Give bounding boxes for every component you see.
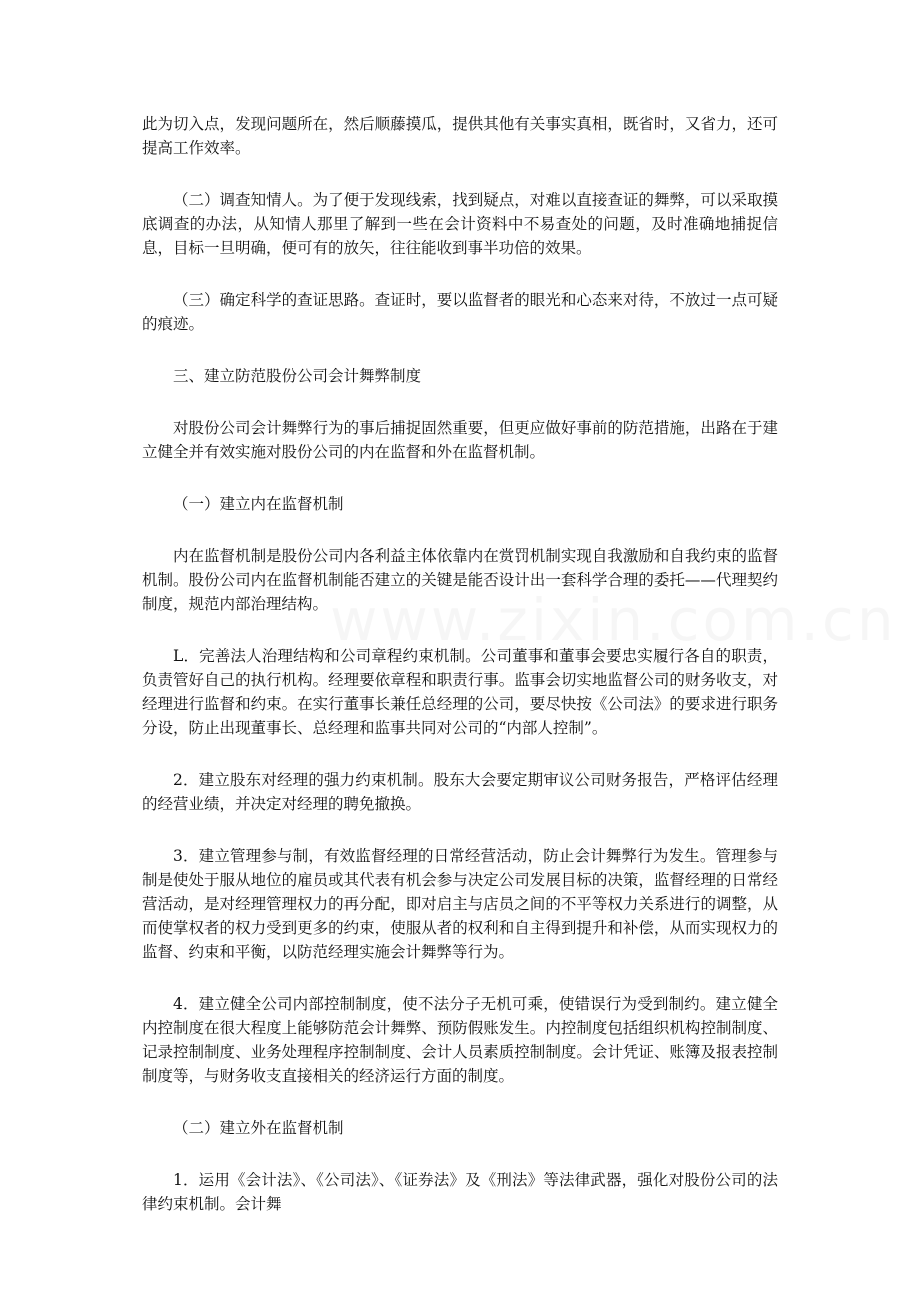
paragraph-item-1-governance: L．完善法人治理结构和公司章程约束机制。公司董事和董事会要忠实履行各自的职责，负责管好自己的执行机构。经理要依章程和职责行事。监事会切实地监督公司的财务收支，对经理进行监督和约束。在实行董事长兼任总经理的公司，要尽快按《公司法》的要求进行职务分设，防止出现董事长、总经理和监事共同对公司的“内部人控制”。 — [142, 647, 778, 737]
subsection-heading-internal: （一）建立内在监督机制 — [173, 495, 344, 513]
paragraph-prevention-intro: 对股份公司会计舞弊行为的事后捕捉固然重要，但更应做好事前的防范措施，出路在于建立健全并有效实施对股份公司的内在监督和外在监督机制。 — [142, 419, 778, 461]
subsection-heading-external: （二）建立外在监督机制 — [173, 1119, 344, 1137]
paragraph-internal-mechanism: 内在监督机制是股份公司内各利益主体依靠内在赏罚机制实现自我激励和自我约束的监督机制。股份公司内在监督机制能否建立的关键是能否设计出一套科学合理的委托——代理契约制度，规范内部治理结构。 — [142, 547, 778, 613]
section-heading-3: 三、建立防范股份公司会计舞弊制度 — [173, 367, 422, 385]
paragraph-item-2-shareholders: 2．建立股东对经理的强力约束机制。股东大会要定期审议公司财务报告，严格评估经理的经营业绩，并决定对经理的聘免撤换。 — [142, 771, 778, 813]
paragraph-investigate-informants: （二）调查知情人。为了便于发现线索，找到疑点，对难以直接查证的舞弊，可以采取摸底调查的办法，从知情人那里了解到一些在会计资料中不易查处的问题，及时准确地捕捉信息，目标一旦明确，便可有的放矢，往往能收到事半功倍的效果。 — [142, 191, 778, 257]
paragraph-continuation: 此为切入点，发现问题所在，然后顺藤摸瓜，提供其他有关事实真相，既省时，又省力，还可提高工作效率。 — [142, 115, 778, 157]
paragraph-external-item-1: 1．运用《会计法》、《公司法》、《证券法》及《刑法》等法律武器，强化对股份公司的法律约束机制。会计舞 — [142, 1171, 778, 1213]
paragraph-verification-approach: （三）确定科学的查证思路。查证时，要以监督者的眼光和心态来对待，不放过一点可疑的痕迹。 — [142, 291, 778, 333]
paragraph-item-3-participation: 3．建立管理参与制，有效监督经理的日常经营活动，防止会计舞弊行为发生。管理参与制是使处于服从地位的雇员或其代表有机会参与决定公司发展目标的决策，监督经理的日常经营活动，是对经理管理权力的再分配，即对启主与店员之间的不平等权力关系进行的调整，从而使掌权者的权力受到更多的约束，使服从者的权利和自主得到提升和补偿，从而实现权力的监督、约束和平衡，以防范经理实施会计舞弊等行为。 — [142, 847, 778, 961]
paragraph-item-4-internal-control: 4．建立健全公司内部控制制度，使不法分子无机可乘，使错误行为受到制约。建立健全内控制度在很大程度上能够防范会计舞弊、预防假账发生。内控制度包括组织机构控制制度、记录控制制度、业务处理程序控制制度、会计人员素质控制制度。会计凭证、账簿及报表控制制度等，与财务收支直接相关的经济运行方面的制度。 — [142, 995, 778, 1085]
